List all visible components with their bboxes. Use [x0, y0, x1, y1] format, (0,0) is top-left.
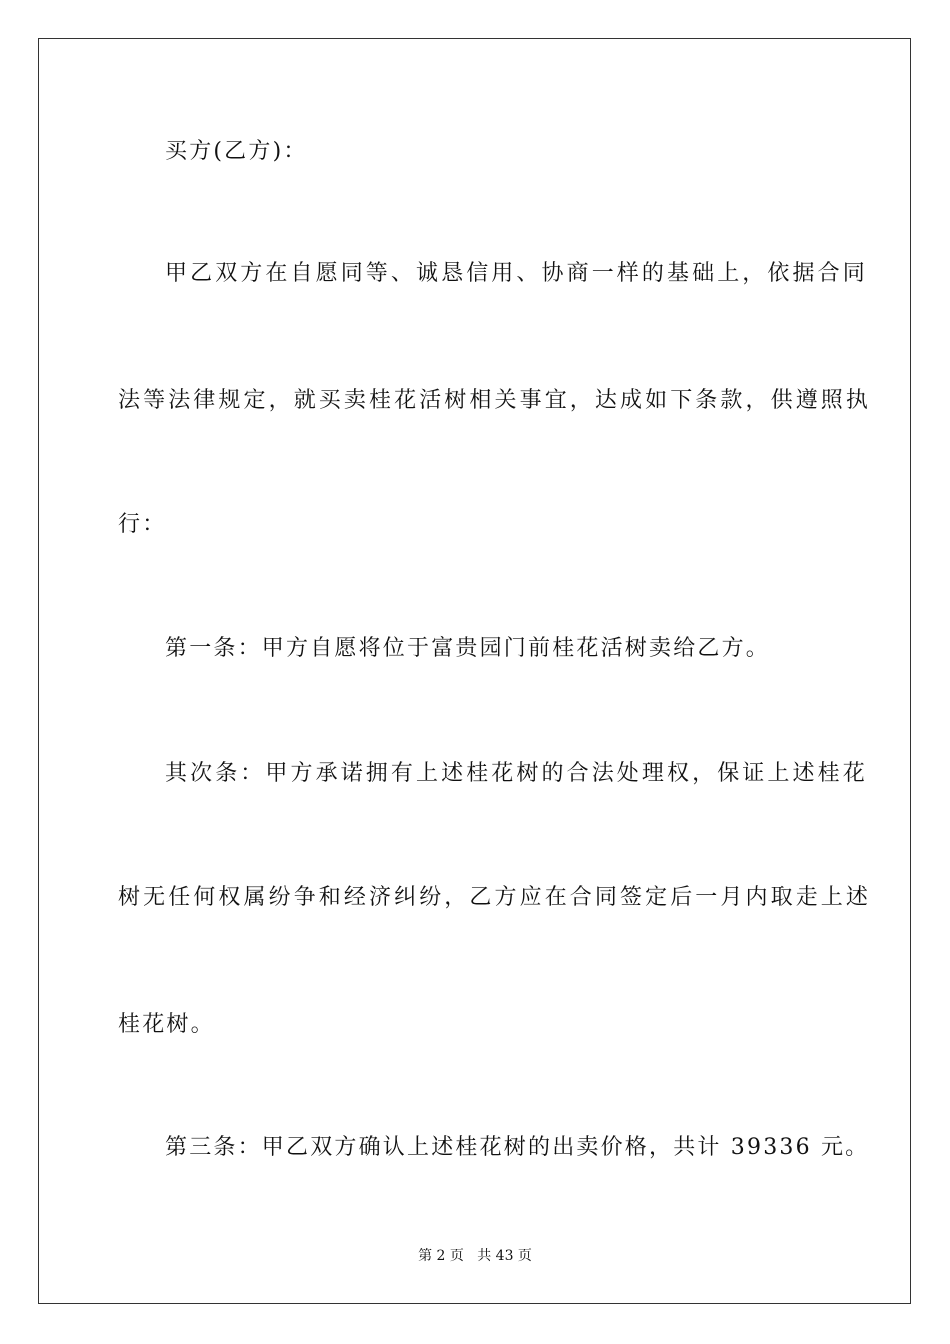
article-2-line-1: 其次条：甲方承诺拥有上述桂花树的合法处理权，保证上述桂花: [165, 761, 868, 786]
preamble-line-1: 甲乙双方在自愿同等、诚恳信用、协商一样的基础上，依据合同: [165, 261, 868, 286]
buyer-party-line: 买方(乙方)：: [165, 139, 308, 164]
page-border: [38, 38, 911, 1304]
preamble-line-3: 行：: [118, 512, 167, 537]
article-3: 第三条：甲乙双方确认上述桂花树的出卖价格，共计 39336 元。: [165, 1135, 870, 1160]
preamble-line-2: 法等法律规定，就买卖桂花活树相关事宜，达成如下条款，供遵照执: [118, 388, 872, 413]
page-number-footer: 第 2 页 共 43 页: [418, 1248, 532, 1264]
article-1: 第一条：甲方自愿将位于富贵园门前桂花活树卖给乙方。: [165, 636, 771, 661]
article-2-line-2: 树无任何权属纷争和经济纠纷，乙方应在合同签定后一月内取走上述: [118, 885, 872, 910]
article-2-line-3: 桂花树。: [118, 1012, 215, 1037]
